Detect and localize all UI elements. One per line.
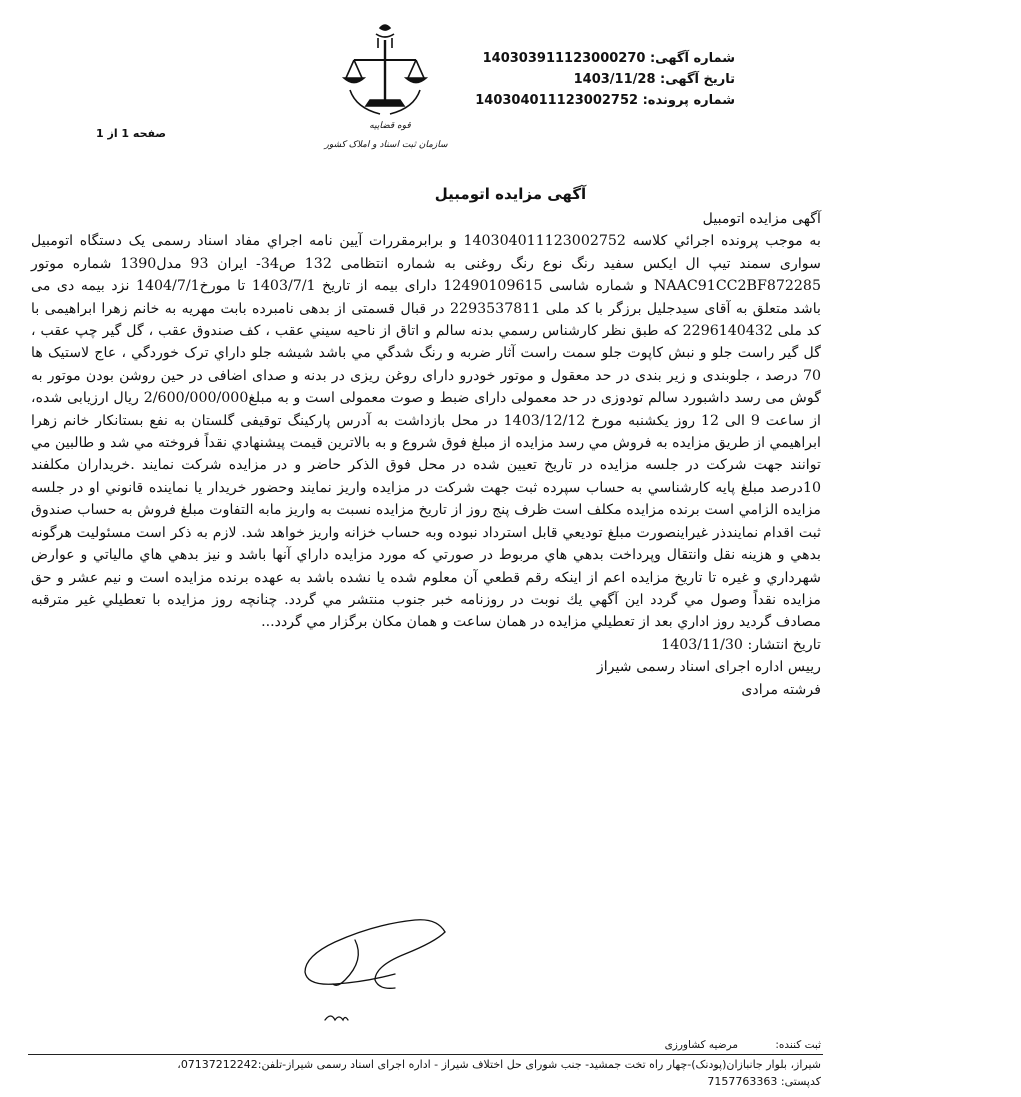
footer-postal-row — [26, 1073, 821, 1090]
emblem-text-bottom: سازمان ثبت اسناد و املاک کشور — [324, 140, 448, 150]
ad-date-label: تاریخ آگهی: — [660, 72, 735, 87]
publish-date: 1403/11/30 — [661, 636, 743, 653]
publish-label: تاريخ انتشار: — [747, 636, 821, 653]
file-number-row — [475, 90, 735, 111]
registration-row — [665, 1039, 821, 1051]
footer-address-block — [26, 1056, 821, 1090]
ad-date-row — [475, 69, 735, 90]
ad-date: 1403/11/28 — [573, 72, 656, 87]
signer-title: رییس اداره اجرای اسناد رسمی شیراز — [596, 659, 821, 676]
body-paragraph: به موجب پرونده اجرائي كلاسه 140304011123002752 و برابرمقررات آيين نامه اجراي مفاد اسناد رسمی یک دستگاه اتومبیل سواری سمند تیپ ال ایکس سفید رنگ نوع رنگ روغنی به شماره انتظامی 132 ص34- ایران 93 مدل1390 شماره موتور NAAC91CC2BF872285 و شماره شاسی 12490109615 دارای بیمه از تاریخ 1403/7/1 تا مورخ1404/7/1 نزد بیمه دی می باشد متعلق به آقای سیدجلیل برزگر با کد ملی 2293537811 در قبال قسمتی از بدهی نامبرده بابت مهریه به خانم زهرا ابراهیمی با کد ملی 2296140432 که طبق نظر کارشناس رسمي بدنه سالم و اتاق از ناحيه سيني عقب ، كف صندوق عقب ، گل گير چپ عقب ، گل گير راست جلو و نبش كاپوت جلو سمت راست آثار ضربه و رنگ شدگي مي باشد شيشه جلو داراي ترک خوردگي ، عاج لاستیک ها 70 درصد ، جلوبندی و زیر بندی در حد معقول و موتور خودرو دارای روغن ریزی در بدنه و صدای اضافی در حین روشن بودن موتور به گوش می رسد داشبورد سالم تودوزی در حد معمولی دارای ضبط و صوت معمولی است و به مبلغ2/600/000/000 ریال ارزیابی شده، از ساعت 9 الی 12 روز یکشنبه مورخ 1403/12/12 در محل بازداشت به آدرس پارکینگ توقیفی گلستان به نفع بستانکار خانم زهرا ابراهیمي از طريق مزايده به فروش مي رسد مزايده از مبلغ فوق شروع و به بالاترين قيمت پيشنهادي نقداً فروخته مي شد و طالبين مي توانند جهت شركت در جلسه مزايده در تاريخ تعيين شده در محل فوق الذكر حاضر و در مزايده شركت نمايند .خريداران مكلفند 10درصد مبلغ پايه كارشناسي به حساب سپرده ثبت جهت شركت در مزايده واريز نمايند وحضور خريدار يا نماينده قانوني او در جلسه مزايده الزامي است برنده مزايده مكلف است ظرف پنج روز از تاريخ مزايده نسبت به واريز مابه التفاوت مبلغ فروش به حساب صندوق ثبت اقدام نمايندذر غيراينصورت مبلغ توديعي قابل استرداد نبوده وبه حساب خزانه واريز خواهد شد. لازم به ذكر است مسئوليت هرگونه بدهي و هزينه نقل وانتقال وپرداخت بدهي هاي مربوط در صورتي كه مورد مزايده داراي آنها باشد و نيز بدهي هاي مالياتي و عوارض شهرداري و غيره تا تاريخ مزايده اعم از اينكه رقم قطعي آن معلوم شده يا نشده باشد به عهده برنده مزايده است و نيم عشر و حق مزايده نقداً وصول مي گردد اين آگهي يك نوبت در روزنامه خبر جنوب منتشر مي گردد. چنانچه روز مزايده با تعطيلي غير مترقبه مصادف گرديد روز اداري بعد از تعطيلي مزايده در همان ساعت و همان مكان برگزار مي گردد... — [31, 233, 822, 631]
ad-number-label: شماره آگهی: — [649, 51, 735, 66]
file-number: 140304011123002752 — [475, 93, 639, 108]
postal-label: کدپستی: — [780, 1075, 821, 1088]
document-body — [31, 208, 821, 701]
file-number-label: شماره پرونده: — [642, 93, 735, 108]
document-title: آگهی مزایده اتومبیل — [434, 185, 587, 203]
handwritten-signature — [295, 910, 455, 1040]
intro-line: آگهی مزایده اتومبیل — [702, 211, 821, 227]
footer-address: شیراز، بلوار جانبازان(پودنک)-چهار راه تخت جمشید- جنب شورای حل اختلاف شیراز - اداره اجرای اسناد رسمی شیراز-تلفن:07137212242، — [177, 1058, 821, 1071]
ad-number: 140303911123000270 — [482, 51, 646, 66]
emblem-text-top: قوه قضاییه — [369, 121, 411, 131]
registration-label: ثبت کننده: — [775, 1039, 821, 1051]
page-number: صفحه 1 از 1 — [96, 127, 167, 140]
postal-code: 7157763363 — [707, 1075, 778, 1088]
ad-number-row — [475, 48, 735, 69]
footer-divider — [28, 1054, 823, 1055]
publish-row — [31, 634, 821, 656]
judiciary-emblem-logo — [324, 20, 448, 155]
signer-name: فرشته مرادی — [741, 681, 821, 698]
registration-name: مرضیه کشاورزی — [664, 1039, 739, 1051]
ad-metadata — [475, 48, 735, 111]
